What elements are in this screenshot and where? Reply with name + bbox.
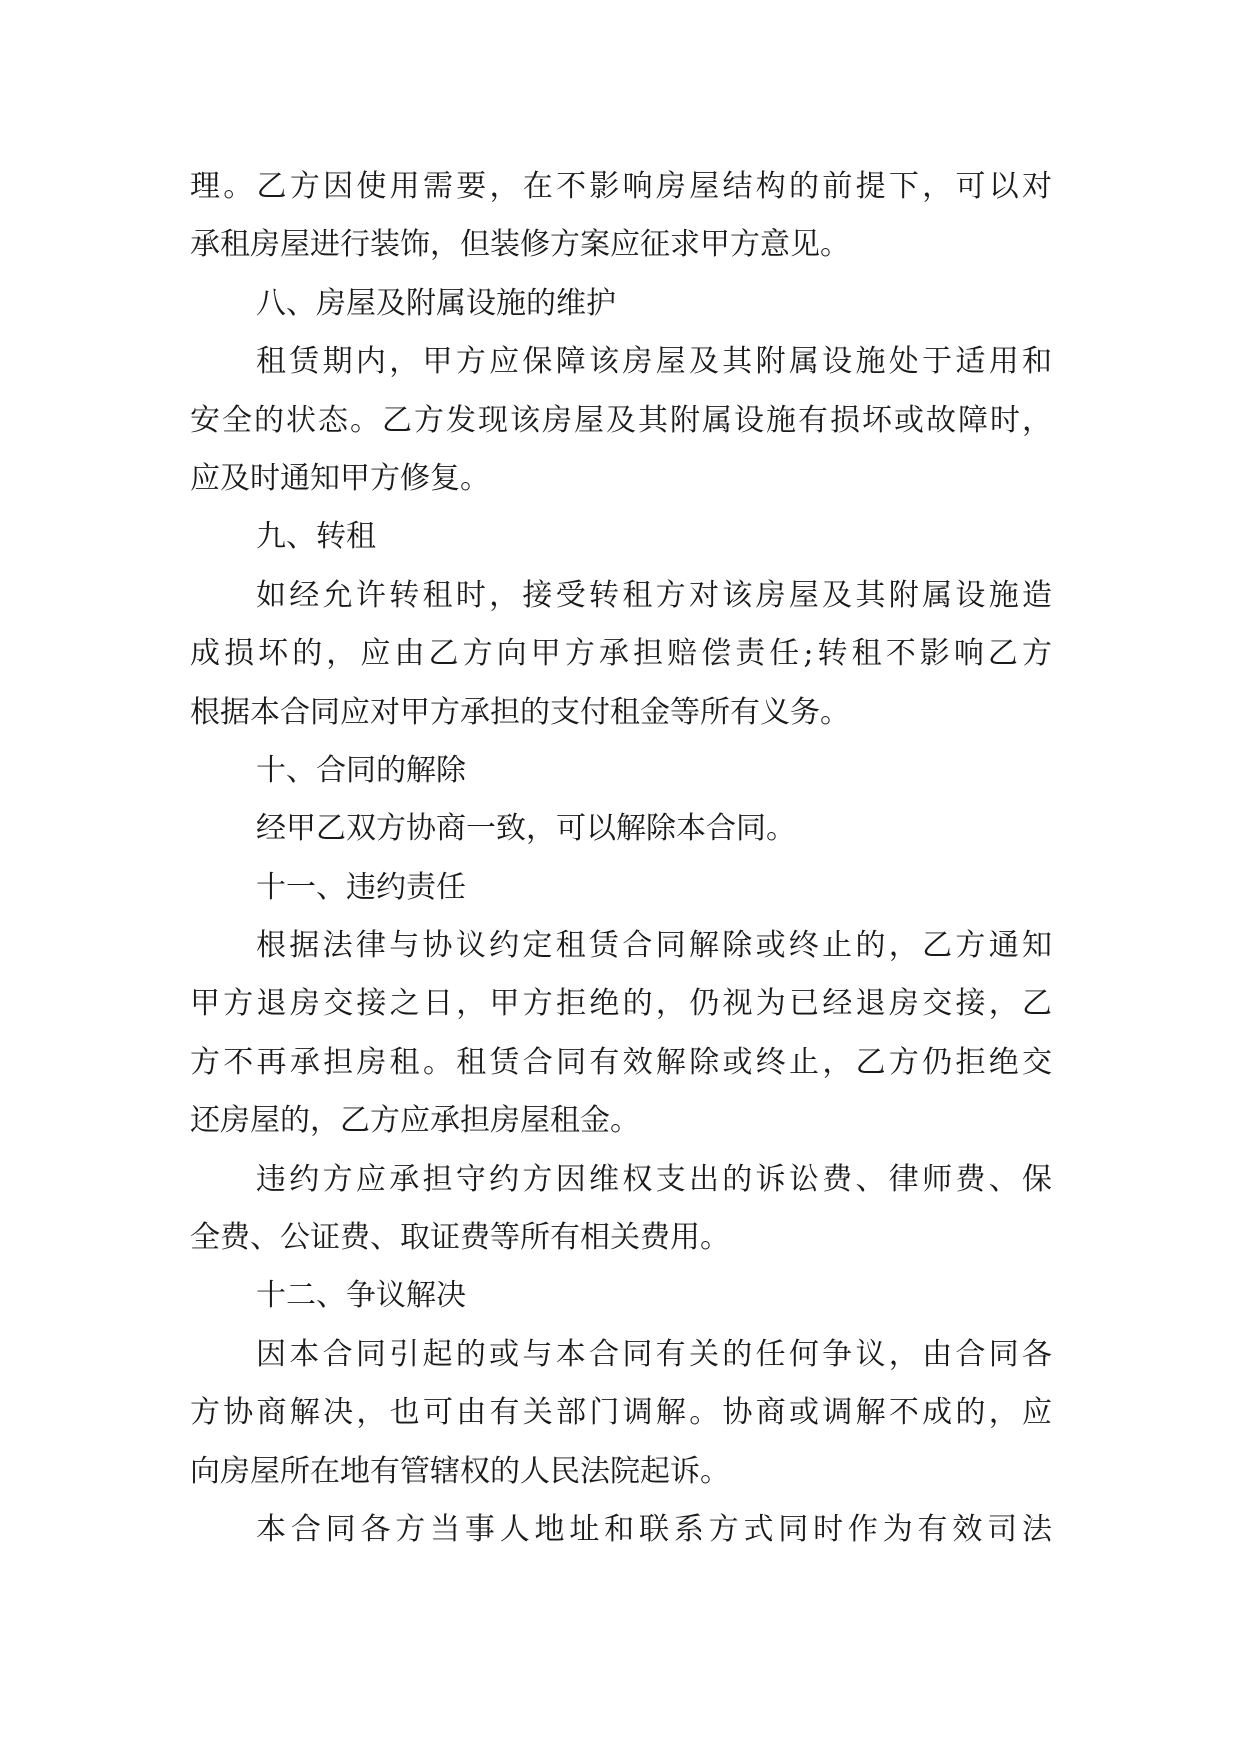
- section-heading: 十、合同的解除: [256, 752, 466, 788]
- section-heading: 十一、违约责任: [256, 869, 466, 905]
- paragraph-first-line: 本合同各方当事人地址和联系方式同时作为有效司法: [256, 1511, 1052, 1547]
- section-heading: 八、房屋及附属设施的维护: [256, 285, 616, 321]
- paragraph-first-line: 如经允许转租时，接受转租方对该房屋及其附属设施造: [256, 577, 1052, 613]
- paragraph-last-line: 根据本合同应对甲方承担的支付租金等所有义务。: [190, 694, 850, 730]
- paragraph-line: 安全的状态。乙方发现该房屋及其附属设施有损坏或故障时，: [190, 402, 1052, 438]
- section-heading: 九、转租: [256, 519, 376, 555]
- section-heading: 十二、争议解决: [256, 1278, 466, 1314]
- paragraph-line: 方不再承担房租。租赁合同有效解除或终止，乙方仍拒绝交: [190, 1044, 1052, 1080]
- paragraph-first-line: 租赁期内，甲方应保障该房屋及其附属设施处于适用和: [256, 344, 1052, 380]
- document-body: [190, 158, 1052, 1559]
- paragraph-line: 甲方退房交接之日，甲方拒绝的，仍视为已经退房交接，乙: [190, 986, 1052, 1022]
- paragraph-last-line: 应及时通知甲方修复。: [190, 460, 490, 496]
- paragraph-line: 经甲乙双方协商一致，可以解除本合同。: [256, 811, 796, 847]
- paragraph-line: 理。乙方因使用需要，在不影响房屋结构的前提下，可以对: [190, 169, 1052, 204]
- paragraph-last-line: 承租房屋进行装饰，但装修方案应征求甲方意见。: [190, 227, 850, 263]
- paragraph-first-line: 因本合同引起的或与本合同有关的任何争议，由合同各: [256, 1336, 1052, 1372]
- paragraph-last-line: 还房屋的，乙方应承担房屋租金。: [190, 1103, 640, 1139]
- paragraph-last-line: 向房屋所在地有管辖权的人民法院起诉。: [190, 1453, 730, 1489]
- paragraph-first-line: 根据法律与协议约定租赁合同解除或终止的，乙方通知: [256, 928, 1052, 964]
- paragraph-line: 成损坏的，应由乙方向甲方承担赔偿责任;转租不影响乙方: [190, 636, 1052, 672]
- paragraph-first-line: 违约方应承担守约方因维权支出的诉讼费、律师费、保: [256, 1161, 1052, 1197]
- paragraph-last-line: 全费、公证费、取证费等所有相关费用。: [190, 1220, 730, 1256]
- paragraph-line: 方协商解决，也可由有关部门调解。协商或调解不成的，应: [190, 1395, 1052, 1431]
